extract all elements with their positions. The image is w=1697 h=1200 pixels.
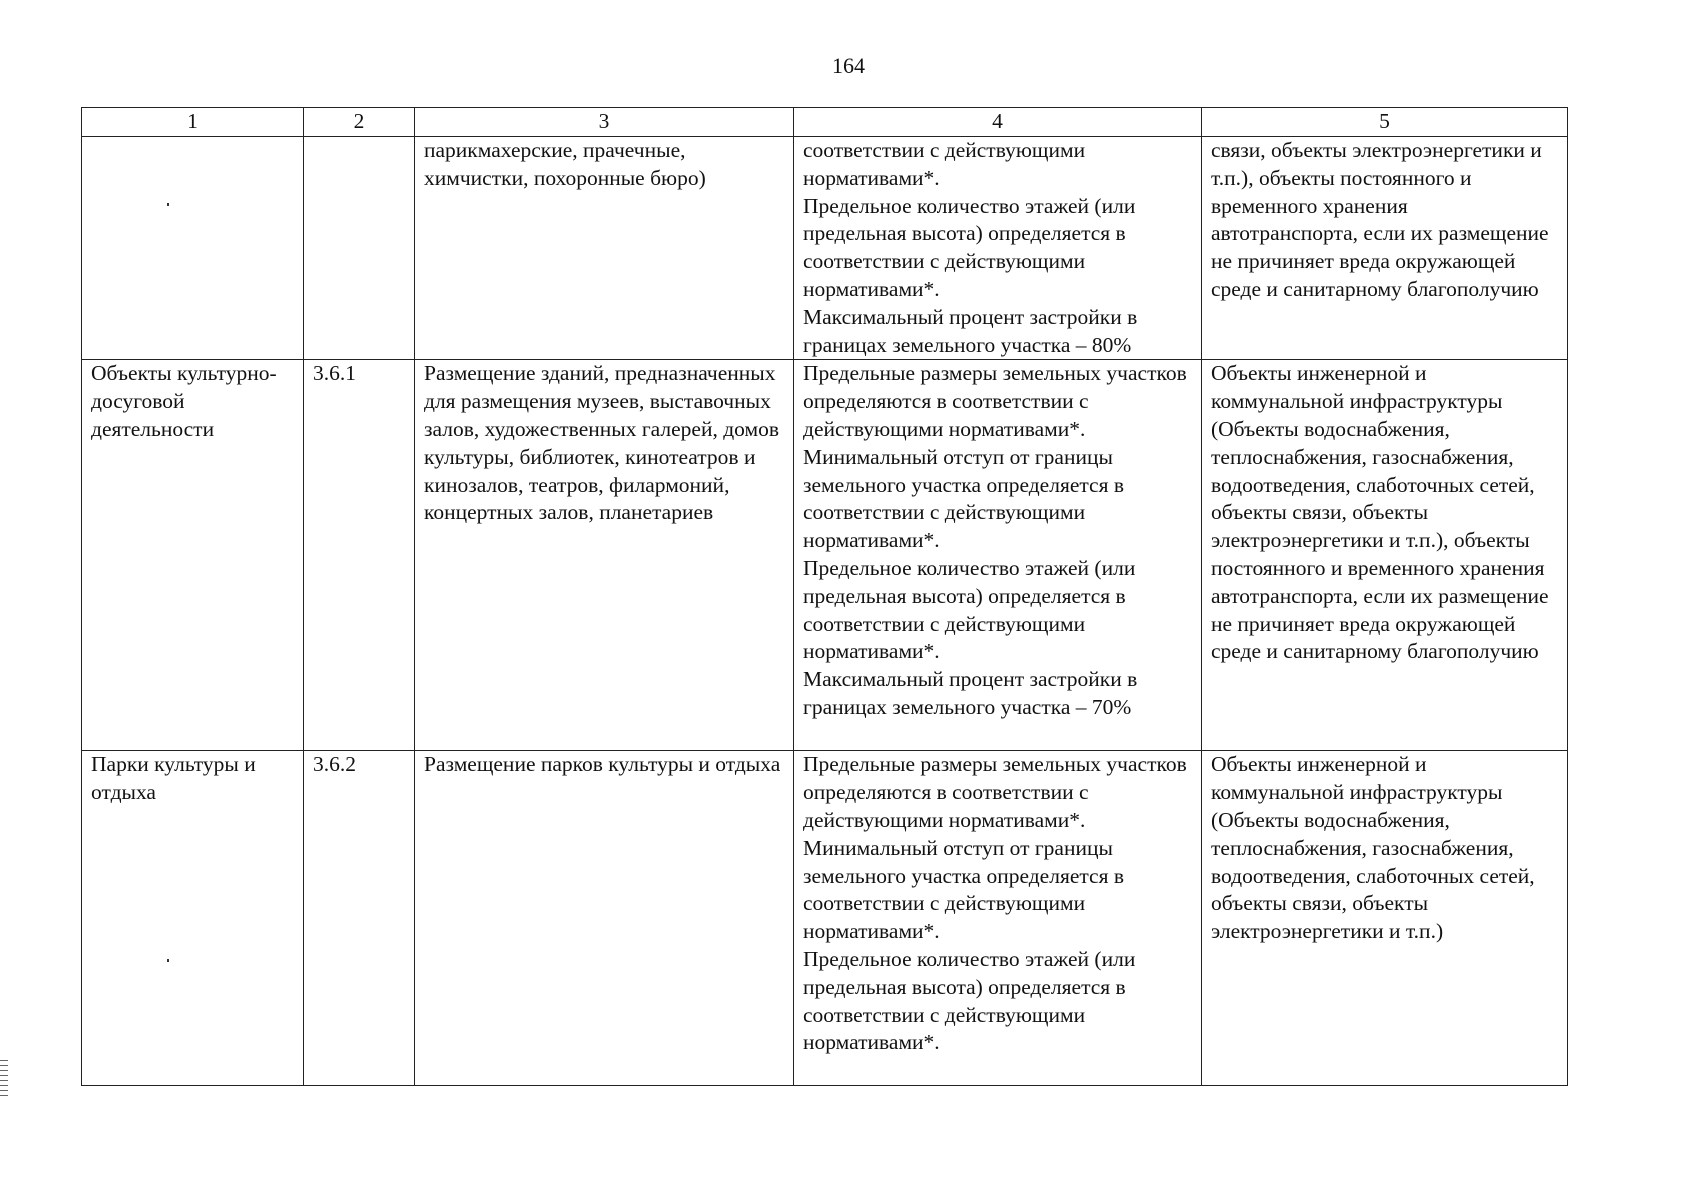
use-description-cell: Размещение зданий, предназначенных для размещения музеев, выставочных залов, художественных галерей, домов культуры, библиотек, кинотеатров и кинозалов, театров, филармоний, концертных залов, планетариев [415, 360, 794, 751]
use-code-cell: 3.6.2 [304, 751, 415, 1086]
header-row [82, 108, 1568, 137]
table-row [82, 751, 1568, 1086]
scan-speck [167, 959, 169, 962]
use-name-cell: Парки культуры и отдыха [82, 751, 304, 1086]
scan-edge-marks [0, 1060, 8, 1100]
scan-speck [167, 203, 169, 206]
use-code-cell: 3.6.1 [304, 360, 415, 751]
header-col-3: 3 [415, 108, 794, 137]
use-name-cell: Объекты культурно-досуговой деятельности [82, 360, 304, 751]
use-code-cell [304, 137, 415, 360]
header-col-4: 4 [794, 108, 1202, 137]
use-description-cell: Размещение парков культуры и отдыха [415, 751, 794, 1086]
parameters-cell: соответствии с действующими нормативами*. Предельное количество этажей (или предельная высота) определяется в соответствии с действующими нормативами*. Максимальный процент застройки в границах земельного участка – 80% [794, 137, 1202, 360]
use-description-cell: парикмахерские, прачечные, химчистки, похоронные бюро) [415, 137, 794, 360]
auxiliary-uses-cell: Объекты инженерной и коммунальной инфраструктуры (Объекты водоснабжения, теплоснабжения, газоснабжения, водоотведения, слаботочных сетей, объекты связи, объекты электроэнергетики и т.п.) [1202, 751, 1568, 1086]
parameters-cell: Предельные размеры земельных участков определяются в соответствии с действующими нормативами*. Минимальный отступ от границы земельного участка определяется в соответствии с действующими нормативами*. Предельное количество этажей (или предельная высота) определяется в соответствии с действующими нормативами*. [794, 751, 1202, 1086]
page-number: 164 [832, 53, 865, 78]
table-row [82, 360, 1568, 751]
table-row [82, 137, 1568, 360]
header-col-5: 5 [1202, 108, 1568, 137]
auxiliary-uses-cell: связи, объекты электроэнергетики и т.п.), объекты постоянного и временного хранения автотранспорта, если их размещение не причиняет вреда окружающей среде и санитарному благополучию [1202, 137, 1568, 360]
zoning-table [81, 107, 1568, 1086]
use-name-cell [82, 137, 304, 360]
header-col-2: 2 [304, 108, 415, 137]
auxiliary-uses-cell: Объекты инженерной и коммунальной инфраструктуры (Объекты водоснабжения, теплоснабжения, газоснабжения, водоотведения, слаботочных сетей, объекты связи, объекты электроэнергетики и т.п.), объекты постоянного и временного хранения автотранспорта, если их размещение не причиняет вреда окружающей среде и санитарному благополучию [1202, 360, 1568, 751]
parameters-cell: Предельные размеры земельных участков определяются в соответствии с действующими нормативами*. Минимальный отступ от границы земельного участка определяется в соответствии с действующими нормативами*. Предельное количество этажей (или предельная высота) определяется в соответствии с действующими нормативами*. Максимальный процент застройки в границах земельного участка – 70% [794, 360, 1202, 751]
header-col-1: 1 [82, 108, 304, 137]
